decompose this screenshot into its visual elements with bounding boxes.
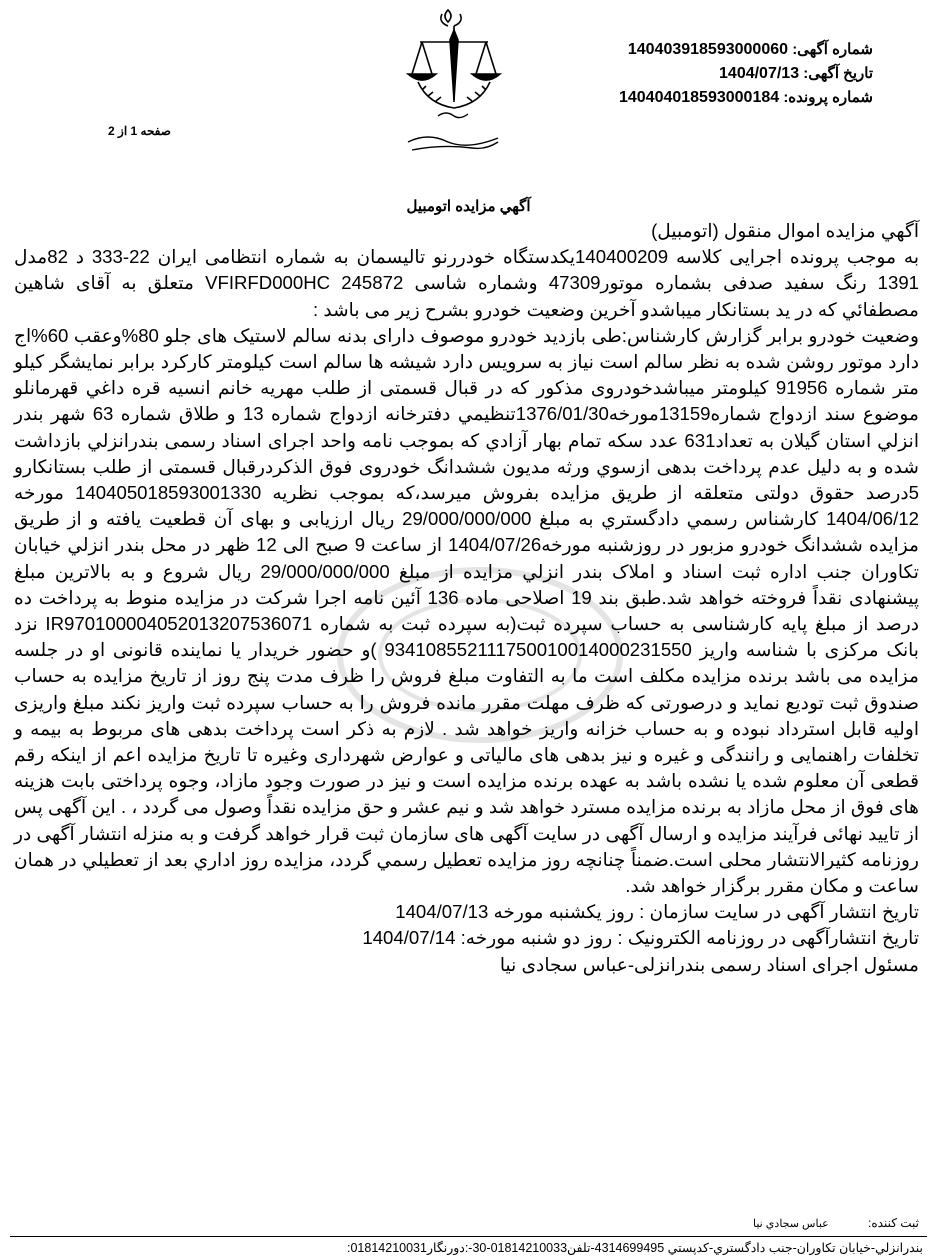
case-number: 140404018593000184 <box>618 89 780 106</box>
body-paragraph: وضعیت خودرو برابر گزارش کارشناس:طی بازدید خودرو موصوف دارای بدنه سالم لاستیک های جلو 80%وعقب 60%اج دارد موتور روشن شده به نظر سالم است نیاز به سرویس دارد شیشه ها سالم است کیلومتر کارکرد برابر نمایشگر کیلو متر شماره 91956 کیلومتر میباشدخودروی مذکور که در قبال قسمتی از طلب مهریه خانم انسیه قره داغي قهرمانلو موضوع سند ازدواج شماره13159مورخه1376/01/30تنظیمي دفترخانه ازدواج شماره 13 و طلاق شماره 63 شهر بندر انزلي استان گیلان به تعداد631 عدد سکه تمام بهار آزادي که بموجب نامه واحد اجرای اسناد رسمی بندرانزلي بازداشت شده و به دلیل عدم پرداخت بدهی ازسوي ورثه مدیون ششدانگ خودروی فوق الذکردرقبال قسمتی از طلب بستانکارو 5درصد حقوق دولتی متعلقه از طریق مزایده بفروش میرسد،که بموجب نظریه 140405018593001330 مورخه 1404/06/12 کارشناس رسمي دادگستري به مبلغ 29/000/000/000 ريال ارزيابی و بهای آن قطعیت یافته و از طریق مزایده ششدانگ خودرو مزبور در روزشنبه مورخه1404/07/26 از ساعت 9 صبح الی 12 ظهر در محل بندر انزلي خیابان تكاوران جنب اداره ثبت اسناد و املاک بندر انزلي مزایده از مبلغ 29/000/000/000 ریال شروع و به بالاترین مبلغ پیشنهادی نقداً فروخته خواهد شد.طبق بند 19 اصلاحی ماده 136 آئین نامه اجرا شرکت در مزایده منوط به پرداخت ده درصد از مبلغ پایه کارشناسی به حساب سپرده ثبت(به سپرده ثبت به شماره IR970100004052013207536071 نزد بانک مرکزی با شناسه واریز 934108552111750010014000231550 )و حضور خریدار یا نماینده قانونی او در جلسه مزایده می باشد برنده مزایده مکلف است ما به التفاوت مبلغ فروش را ظرف مدت پنج روز از تاریخ مزایده به حساب صندوق ثبت تودیع نماید و درصورتی که ظرف مهلت مقرر مانده فروش را به حساب سپرده ثبت واریز نکند مبلغ واریزی اولیه قابل استرداد نبوده و به حساب خزانه واریز خواهد شد . لازم به ذکر است پرداخت بدهی های مربوط به بیمه و تخلفات راهنمایی و رانندگی و غیره و نیز بدهی های مالیاتی و عوارض شهرداری وغیره تا تاریخ مزایده اعم از اینکه رقم قطعی آن معلوم شده یا نشده باشد به عهده برنده مزایده است و نیز در صورت وجود مازاد، وجوه پرداختی بابت هزینه های فوق از محل مازاد به برنده مزایده مسترد خواهد شد و نیم عشر و حق مزایده نقداً وصول می گردد ، . این آگهی پس از تایید نهائی فرآیند مزایده و ارسال آگهی در سایت آگهی های سازمان ثبت قرار خواهد گرفت و به منزله انتشار آگهی در روزنامه کثیرالانتشار محلی است.ضمناً چنانچه روز مزایده تعطیل رسمي گردد، مزايده روز اداري بعد از تعطيلي در همان ساعت و مكان مقرر برگزار خواهد شد. <box>14 324 920 897</box>
ad-date-row <box>619 62 873 86</box>
ad-date: 1404/07/13 <box>719 65 800 82</box>
footer-contact: بندرانزلي-خيابان تكاوران-جنب دادگستري-كدپستي 4314699495-تلفن01814210033-30-:دورنگار01814210031: <box>347 1241 923 1255</box>
publish-site-date: تاریخ انتشار آگهی در سایت سازمان : روز یکشنبه مورخه 1404/07/13 <box>395 901 919 923</box>
ad-number-label: شماره آگهی: <box>792 41 873 58</box>
registrar <box>753 1216 919 1230</box>
registrar-name: عباس سجادي نيا <box>753 1218 829 1230</box>
signatory: مسئول اجرای اسناد رسمی بندرانزلی-عباس سجادی نیا <box>499 953 919 975</box>
publish-newspaper-date: تاریخ انتشارآگهی در روزنامه الکترونیک : روز دو شنبه مورخه: 1404/07/14 <box>362 927 919 949</box>
page-indicator: صفحه 1 از 2 <box>108 124 171 138</box>
announcement-body <box>14 218 919 978</box>
judiciary-emblem-icon <box>398 4 510 154</box>
registrar-label: ثبت كننده: <box>868 1216 919 1230</box>
announcement-header <box>619 38 873 110</box>
ad-number: 14040391859300006​0 <box>627 41 789 58</box>
ad-number-row <box>619 38 873 62</box>
footer-divider <box>10 1236 927 1237</box>
case-number-row <box>619 86 873 110</box>
page-title: آگهي مزایده اتومبیل <box>406 198 531 215</box>
body-paragraph: آگهي مزایده اموال منقول (اتومبیل) <box>651 220 919 241</box>
body-paragraph: به موجب پرونده اجرایی کلاسه 140400209یکدستگاه خودررنو تالیسمان به شماره انتظامی ایران 22-333 د 82مدل 1391 رنگ سفید صدفی بشماره موتور47309 وشماره شاسی VFIRFD000HC 245872 متعلق به آقای شاهین مصطفائي که در يد بستانکار میباشدو آخرین وضعیت خودرو بشرح زير می باشد : <box>14 246 920 320</box>
case-number-label: شماره پرونده: <box>783 89 873 106</box>
ad-date-label: تاریخ آگهی: <box>803 65 873 82</box>
